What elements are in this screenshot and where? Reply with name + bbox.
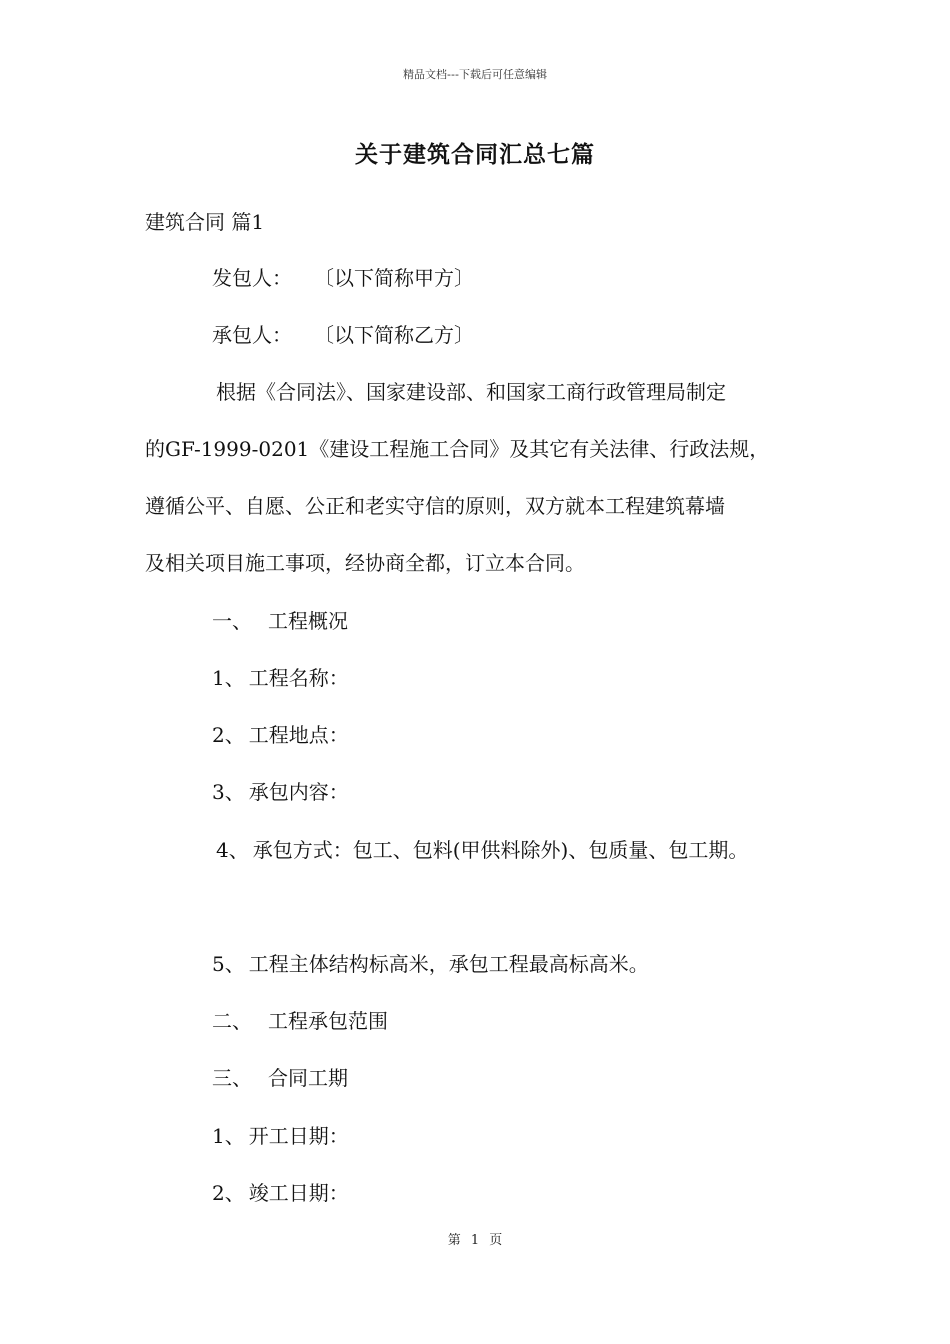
section-3: [212, 1064, 348, 1092]
overview-item-number: 5、: [212, 952, 245, 976]
header-note: 精品文档---下载后可任意编辑: [403, 68, 547, 81]
party-b-value: 〔以下简称乙方〕: [314, 323, 474, 347]
section-1-number: 一、: [212, 609, 252, 633]
footer-prefix: 第: [447, 1233, 461, 1248]
period-item-number: 2、: [212, 1181, 245, 1205]
preamble-line-4: 及相关项目施工事项，经协商全都，订立本合同。: [145, 551, 585, 575]
document-title: 关于建筑合同汇总七篇: [355, 142, 595, 168]
section-2-text: 工程承包范围: [268, 1009, 388, 1033]
party-b-label: 承包人：: [212, 323, 292, 347]
section-heading: 建筑合同 篇1: [145, 210, 265, 234]
page-footer: [0, 1229, 950, 1248]
overview-item-text: 承包方式：包工、包料(甲供料除外)、包质量、包工期。: [252, 838, 749, 862]
overview-item-number: 3、: [212, 780, 245, 804]
overview-item-3: [212, 778, 349, 806]
party-b-line: [212, 321, 474, 349]
party-a-value: 〔以下简称甲方〕: [314, 266, 474, 290]
overview-item-text: 承包内容：: [248, 780, 349, 804]
section-2: [212, 1007, 388, 1035]
preamble-line-2: 的GF-1999-0201《建设工程施工合同》及其它有关法律、行政法规，: [145, 437, 770, 461]
period-item-text: 开工日期：: [248, 1124, 349, 1148]
period-item-text: 竣工日期：: [248, 1181, 349, 1205]
preamble-line-3: 遵循公平、自愿、公正和老实守信的原则，双方就本工程建筑幕墙: [145, 494, 725, 518]
overview-item-number: 4、: [216, 838, 249, 862]
page-number: 1: [470, 1233, 480, 1248]
party-a-label: 发包人：: [212, 266, 292, 290]
preamble-line-1: 根据《合同法》、国家建设部、和国家工商行政管理局制定: [216, 380, 726, 404]
party-a-line: [212, 264, 474, 292]
section-2-number: 二、: [212, 1009, 252, 1033]
section-3-number: 三、: [212, 1066, 252, 1090]
period-item-2: [212, 1179, 349, 1207]
overview-item-text: 工程地点：: [248, 723, 349, 747]
footer-suffix: 页: [489, 1233, 503, 1248]
overview-item-text: 工程名称：: [248, 666, 349, 690]
section-3-text: 合同工期: [268, 1066, 348, 1090]
period-item-number: 1、: [212, 1124, 245, 1148]
overview-item-number: 1、: [212, 666, 245, 690]
overview-item-1: [212, 664, 349, 692]
overview-item-text: 工程主体结构标高米，承包工程最高标高米。: [248, 952, 649, 976]
period-item-1: [212, 1122, 349, 1150]
overview-item-4: [216, 836, 748, 864]
overview-item-2: [212, 721, 349, 749]
section-1: [212, 607, 348, 635]
section-1-text: 工程概况: [268, 609, 348, 633]
overview-item-5: [212, 950, 649, 978]
overview-item-number: 2、: [212, 723, 245, 747]
